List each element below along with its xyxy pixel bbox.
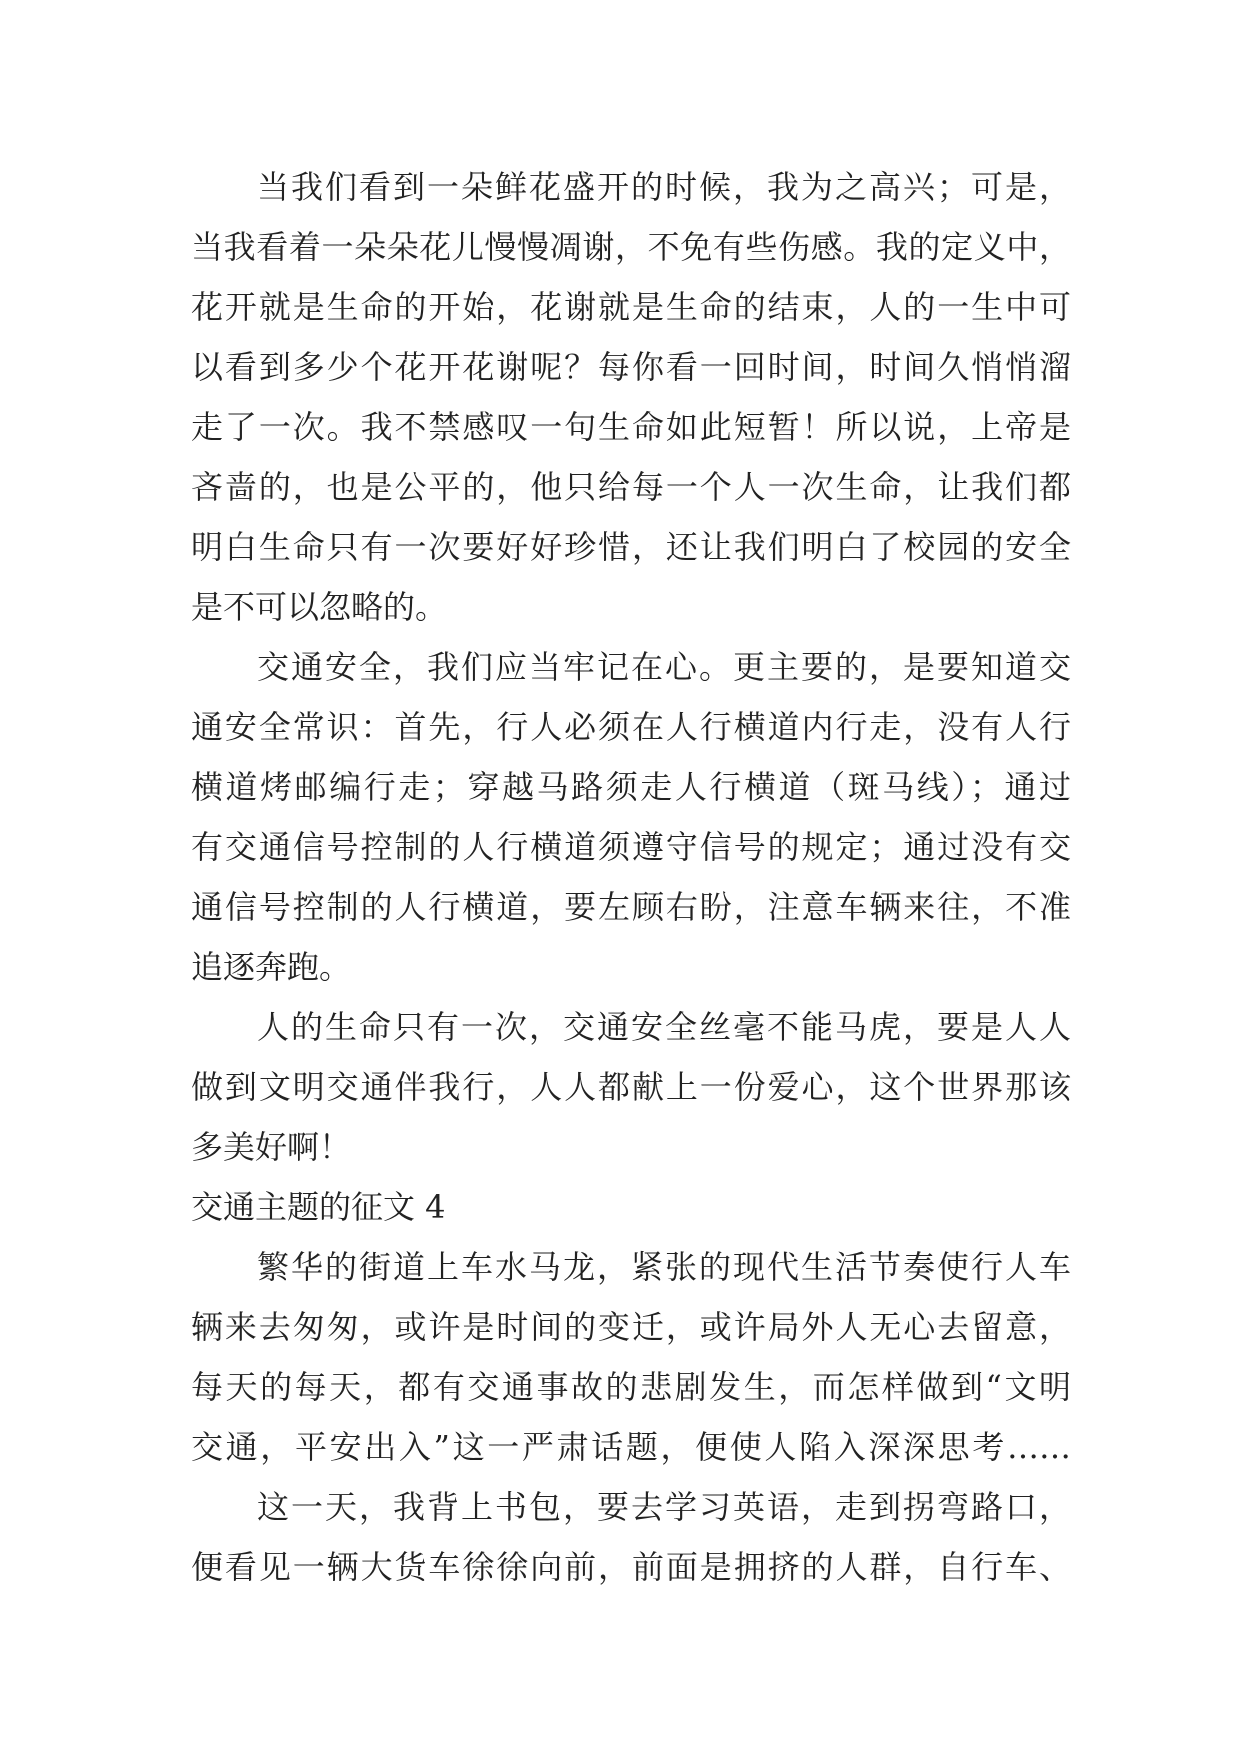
paragraph-line: 通安全常识：首先，行人必须在人行横道内行走，没有人行: [191, 708, 1071, 746]
paragraph-line: 多美好啊！: [191, 1128, 352, 1166]
paragraph-line: 交通安全，我们应当牢记在心。更主要的，是要知道交: [257, 648, 1071, 686]
paragraph-line: 明白生命只有一次要好好珍惜，还让我们明白了校园的安全: [191, 528, 1071, 566]
paragraph-line: 辆来去匆匆，或许是时间的变迁，或许局外人无心去留意，: [191, 1308, 1071, 1346]
paragraph-line: 当我们看到一朵鲜花盛开的时候，我为之高兴；可是，: [257, 168, 1071, 206]
paragraph-line: 花开就是生命的开始，花谢就是生命的结束，人的一生中可: [191, 288, 1071, 326]
paragraph-line: 是不可以忽略的。: [191, 588, 448, 626]
paragraph-line: 交通，平安出入”这一严肃话题，便使人陷入深深思考……: [191, 1428, 1071, 1466]
paragraph-line: 通信号控制的人行横道，要左顾右盼，注意车辆来往，不准: [191, 888, 1071, 926]
paragraph-line: 以看到多少个花开花谢呢？每你看一回时间，时间久悄悄溜: [191, 348, 1071, 386]
paragraph-line: 繁华的街道上车水马龙，紧张的现代生活节奏使行人车: [257, 1248, 1071, 1286]
paragraph-line: 便看见一辆大货车徐徐向前，前面是拥挤的人群，自行车、: [191, 1548, 1071, 1586]
paragraph-line: 做到文明交通伴我行，人人都献上一份爱心，这个世界那该: [191, 1068, 1071, 1106]
paragraph-line: 当我看着一朵朵花儿慢慢凋谢，不免有些伤感。我的定义中，: [191, 228, 1071, 266]
paragraph-line: 吝啬的，也是公平的，他只给每一个人一次生命，让我们都: [191, 468, 1071, 506]
paragraph-line: 有交通信号控制的人行横道须遵守信号的规定；通过没有交: [191, 828, 1071, 866]
paragraph-line: 这一天，我背上书包，要去学习英语，走到拐弯路口，: [257, 1488, 1071, 1526]
section-heading: 交通主题的征文 4: [191, 1188, 446, 1226]
paragraph-line: 每天的每天，都有交通事故的悲剧发生，而怎样做到“文明: [191, 1368, 1071, 1406]
paragraph-line: 横道烤邮编行走；穿越马路须走人行横道（斑马线）；通过: [191, 768, 1071, 806]
paragraph-line: 追逐奔跑。: [191, 948, 352, 986]
paragraph-line: 走了一次。我不禁感叹一句生命如此短暂！所以说，上帝是: [191, 408, 1071, 446]
paragraph-line: 人的生命只有一次，交通安全丝毫不能马虎，要是人人: [257, 1008, 1071, 1046]
